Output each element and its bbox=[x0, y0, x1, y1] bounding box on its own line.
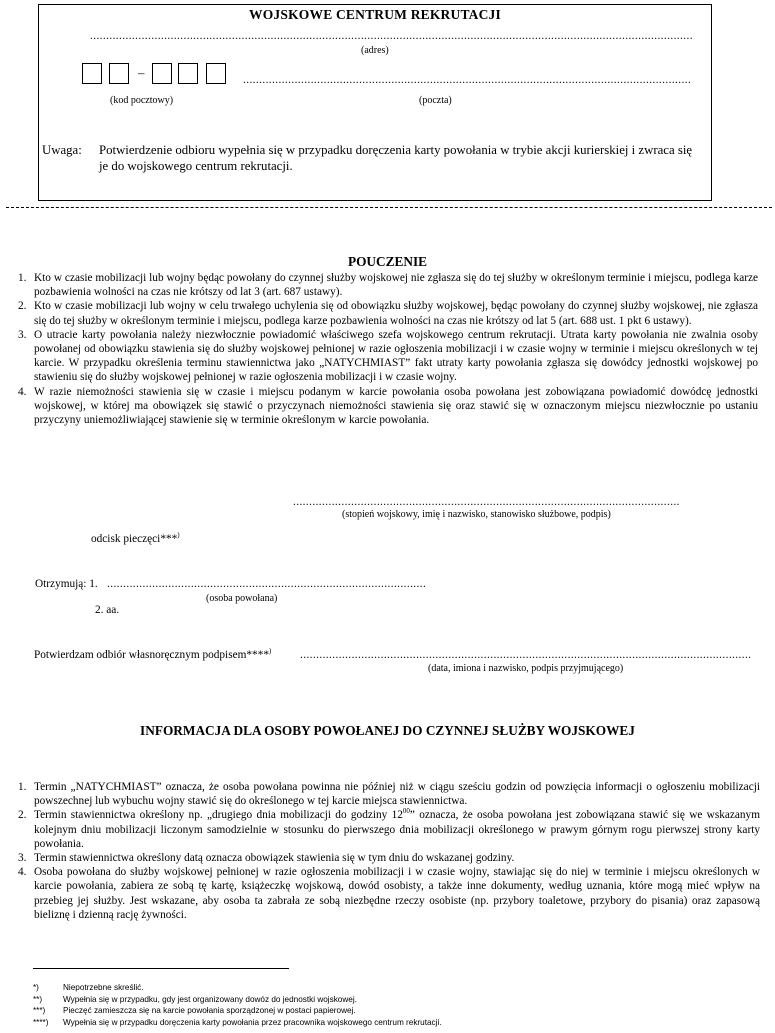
address-dotted-line[interactable] bbox=[90, 30, 692, 42]
postal-code-box-1[interactable] bbox=[82, 63, 102, 84]
postal-code-box-4[interactable] bbox=[178, 63, 198, 84]
pouczenie-list bbox=[18, 271, 758, 427]
pouczenie-heading: POUCZENIE bbox=[347, 254, 428, 269]
officer-signature-line[interactable] bbox=[293, 496, 679, 508]
confirm-receipt-line[interactable] bbox=[300, 649, 752, 661]
cut-line bbox=[6, 207, 772, 208]
footnote-1: *) Niepotrzebne skreślić. bbox=[33, 983, 144, 992]
note-label: Uwaga: bbox=[42, 143, 82, 157]
informacja-item-1: 1. Termin „NATYCHMIAST” oznacza, że osoba powołana powinna nie później niż w ciągu sześciu godzin od powzięcia informacji o ogłoszeniu mobilizacji powszechnej lub wybuchu wojny stawić się do określonego w tej karcie miejsca stawiennictwa. bbox=[18, 781, 760, 808]
seal-label: odcisk pieczęci***) bbox=[91, 531, 180, 545]
confirm-receipt-label: Potwierdzam odbiór własnoręcznym podpisem****) bbox=[34, 647, 272, 661]
recipient-2: 2. aa. bbox=[95, 604, 120, 616]
recipient-1-caption: (osoba powołana) bbox=[206, 593, 278, 604]
pouczenie-item-2: 2. Kto w czasie mobilizacji lub wojny w celu trwałego uchylenia się od obowiązku służby wojskowej, będąc powołany do czynnej służby wojskowej, nie zgłasza się do tej służby w określonym terminie i miejscu, podlega karze pozbawienia wolności na czas nie krótszy od lat 5 (art. 688 ust. 1 pkt 6 ustawy). bbox=[18, 300, 758, 327]
postal-code-dash: – bbox=[138, 65, 145, 80]
officer-signature-caption: (stopień wojskowy, imię i nazwisko, stanowisko służbowe, podpis) bbox=[342, 509, 611, 520]
pouczenie-item-4: 4. W razie niemożności stawienia się w czasie i miejscu podanym w karcie powołania osoba powołana jest zobowiązana powiadomić dowódcę jednostki wojskowej, w której ma obowiązek się stawić o przyczynach niemożności stawienia się oraz stawić się w oznaczonym miejscu niezwłocznie po ustaniu przyczyny uniemożliwiającej stawienie się w terminie określonym w karcie powołania. bbox=[18, 385, 758, 427]
post-office-dotted-line[interactable] bbox=[243, 74, 691, 86]
postal-code-box-5[interactable] bbox=[206, 63, 226, 84]
footnotes bbox=[33, 982, 753, 1028]
pouczenie-item-1: 1. Kto w czasie mobilizacji lub wojny będąc powołany do czynnej służby wojskowej nie zgłasza się do tej służby w określonym terminie i miejscu, podlega karze pozbawienia wolności na czas nie krótszy od lat 3 (art. 687 ustawy). bbox=[18, 272, 758, 299]
note-text: Potwierdzenie odbioru wypełnia się w przypadku doręczenia karty powołania w trybie akcji kurierskiej i zwraca się je do wojskowego centrum rekrutacji. bbox=[99, 143, 693, 173]
postal-code-box-2[interactable] bbox=[109, 63, 129, 84]
recipient-1-line[interactable] bbox=[107, 578, 427, 590]
postal-code-box-3[interactable] bbox=[152, 63, 172, 84]
informacja-item-4: 4. Osoba powołana do służby wojskowej pełnionej w razie ogłoszenia mobilizacji i w czasie wojny, stawiając się do niej w terminie i miejscu określonych w karcie powołania, zabiera ze sobą tę kartę, książeczkę wojskową, dowód osobisty, a także inne dokumenty, według uznania, które mogą mieć wpływ na przebieg jej służby. Jest wskazane, aby osoba ta zabrała ze sobą niezbędne rzeczy osobiste (np. przybory toaletowe, przybory do pisania) oraz zapasową bieliznę i dzienną rację żywności. bbox=[18, 866, 760, 921]
informacja-item-2: 2. Termin stawiennictwa określony np. „drugiego dnia mobilizacji do godziny $12^{00}$” oznacza, że osoba powołana jest zobowiązana stawić się we wskazanym kolejnym dniu mobilizacji liczonym samodzielnie w stosunku do pierwszego dnia mobilizacji określonego w prawym górnym rogu pierwszej strony karty powołania. bbox=[18, 807, 760, 850]
post-office-caption: (poczta) bbox=[419, 95, 452, 106]
postal-code-caption: (kod pocztowy) bbox=[110, 95, 174, 106]
informacja-list bbox=[18, 780, 760, 922]
footnote-4: ****) Wypełnia się w przypadku doręczenia karty powołania przez pracownika wojskowego centrum rekrutacji. bbox=[33, 1017, 442, 1027]
address-caption: (adres) bbox=[361, 45, 389, 56]
footnote-separator bbox=[33, 968, 289, 969]
footnote-2: **) Wypełnia się w przypadku, gdy jest organizowany dowóz do jednostki wojskowej. bbox=[33, 994, 357, 1004]
informacja-heading: INFORMACJA DLA OSOBY POWOŁANEJ DO CZYNNEJ SŁUŻBY WOJSKOWEJ bbox=[140, 723, 635, 738]
confirm-receipt-caption: (data, imiona i nazwisko, podpis przyjmującego) bbox=[428, 663, 624, 674]
recipients-label: Otrzymują: 1. bbox=[35, 578, 98, 590]
recruitment-center-title: WOJSKOWE CENTRUM REKRUTACJI bbox=[249, 7, 501, 22]
footnote-3: ***) Pieczęć zamieszcza się na karcie powołania sporządzonej w postaci papierowej. bbox=[33, 1006, 356, 1016]
informacja-item-3: 3. Termin stawiennictwa określony datą oznacza obowiązek stawienia się w tym dniu do wskazanej godziny. bbox=[18, 852, 515, 865]
pouczenie-item-3: 3. O utracie karty powołania należy niezwłocznie powiadomić właściwego szefa wojskowego centrum rekrutacji. Utrata karty powołania nie zwalnia osoby powołanej od obowiązku stawienia się do służby wojskowej pełnionej w razie ogłoszenia mobilizacji i w czasie wojny w terminie i miejscu określonych w tej karcie. W przypadku określenia terminu stawiennictwa jako „NATYCHMIAST” fakt utraty karty powołania zgłasza się dowódcy jednostki wojskowej po stawieniu się do służby wojskowej pełnionej w razie ogłoszenia mobilizacji i w czasie wojny. bbox=[18, 328, 758, 384]
